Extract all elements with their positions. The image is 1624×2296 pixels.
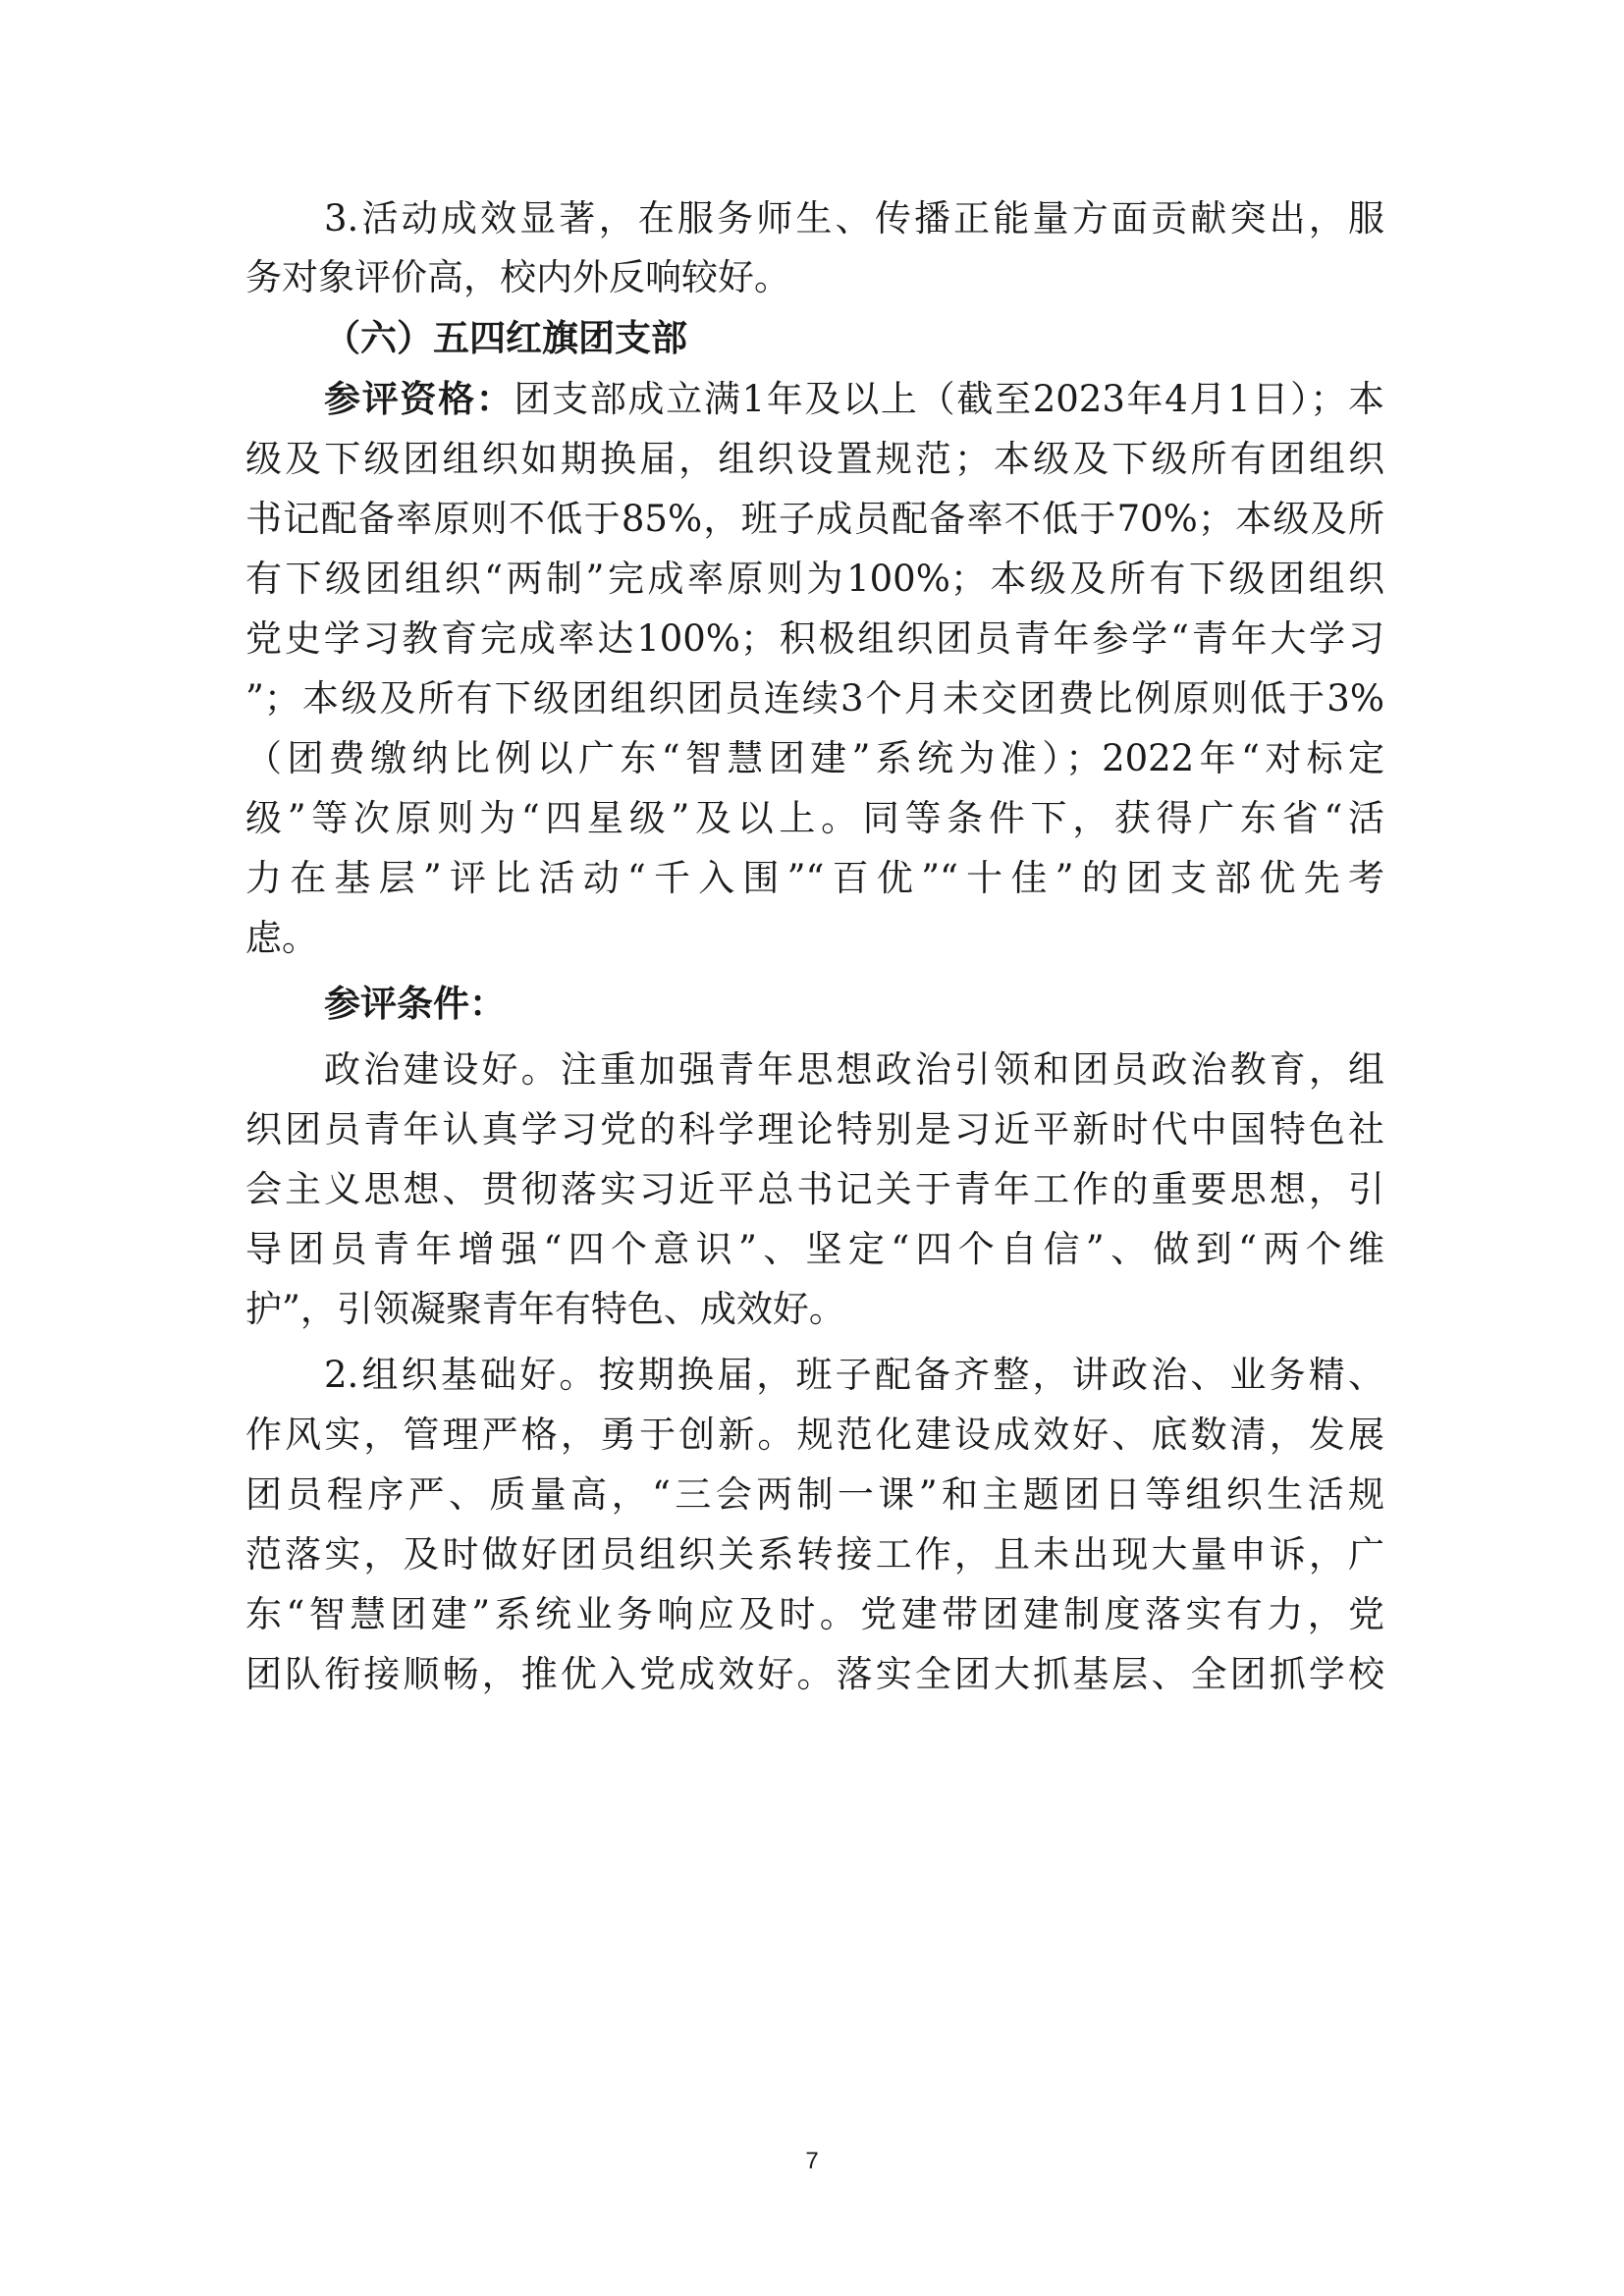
paragraph-line: 导团员青年增强“四个意识”、坚定“四个自信”、做到“两个维 xyxy=(245,1228,1384,1270)
paragraph-line: 虑。 xyxy=(245,917,318,959)
conditions-label: 参评条件： xyxy=(324,983,506,1025)
paragraph-line: 力在基层”评比活动“千入围”“百优”“十佳”的团支部优先考 xyxy=(245,857,1384,899)
paragraph-line xyxy=(324,370,1384,429)
paragraph-line: 织团员青年认真学习党的科学理论特别是习近平新时代中国特色社 xyxy=(245,1108,1384,1150)
paragraph-line: 书记配备率原则不低于85%，班子成员配备率不低于70%；本级及所 xyxy=(245,498,1384,540)
paragraph-line: 3.活动成效显著，在服务师生、传播正能量方面贡献突出，服 xyxy=(324,197,1384,240)
paragraph-line: 东“智慧团建”系统业务响应及时。党建带团建制度落实有力，党 xyxy=(245,1593,1384,1635)
paragraph-line: 党史学习教育完成率达100%；积极组织团员青年参学“青年大学习 xyxy=(245,617,1384,660)
paragraph-line: 有下级团组织“两制”完成率原则为100%；本级及所有下级团组织 xyxy=(245,558,1384,600)
paragraph-line: 级及下级团组织如期换届，组织设置规范；本级及下级所有团组织 xyxy=(245,438,1384,480)
paragraph-line: （团费缴纳比例以广东“智慧团建”系统为准）；2022年“对标定 xyxy=(245,737,1384,779)
section-heading: （六）五四红旗团支部 xyxy=(324,317,687,359)
page-number: 7 xyxy=(805,2148,819,2174)
paragraph-line: ”；本级及所有下级团组织团员连续3个月未交团费比例原则低于3% xyxy=(245,677,1384,720)
paragraph-line: 范落实，及时做好团员组织关系转接工作，且未出现大量申诉，广 xyxy=(245,1533,1384,1575)
paragraph-line: 政治建设好。注重加强青年思想政治引领和团员政治教育，组 xyxy=(324,1048,1384,1091)
paragraph-line: 级”等次原则为“四星级”及以上。同等条件下，获得广东省“活 xyxy=(245,797,1384,839)
paragraph-line: 务对象评价高，校内外反响较好。 xyxy=(245,256,790,298)
qualification-text: 团支部成立满1年及以上（截至2023年4月1日）；本 xyxy=(514,378,1384,420)
qualification-label: 参评资格： xyxy=(324,378,514,420)
paragraph-line: 团员程序严、质量高，“三会两制一课”和主题团日等组织生活规 xyxy=(245,1473,1384,1516)
paragraph-line: 作风实，管理严格，勇于创新。规范化建设成效好、底数清，发展 xyxy=(245,1414,1384,1456)
paragraph-line: 团队衔接顺畅，推优入党成效好。落实全团大抓基层、全团抓学校 xyxy=(245,1653,1384,1695)
paragraph-line: 2.组织基础好。按期换届，班子配备齐整，讲政治、业务精、 xyxy=(324,1354,1384,1396)
paragraph-line: 会主义思想、贯彻落实习近平总书记关于青年工作的重要思想，引 xyxy=(245,1168,1384,1210)
paragraph-line: 护”，引领凝聚青年有特色、成效好。 xyxy=(245,1288,845,1330)
